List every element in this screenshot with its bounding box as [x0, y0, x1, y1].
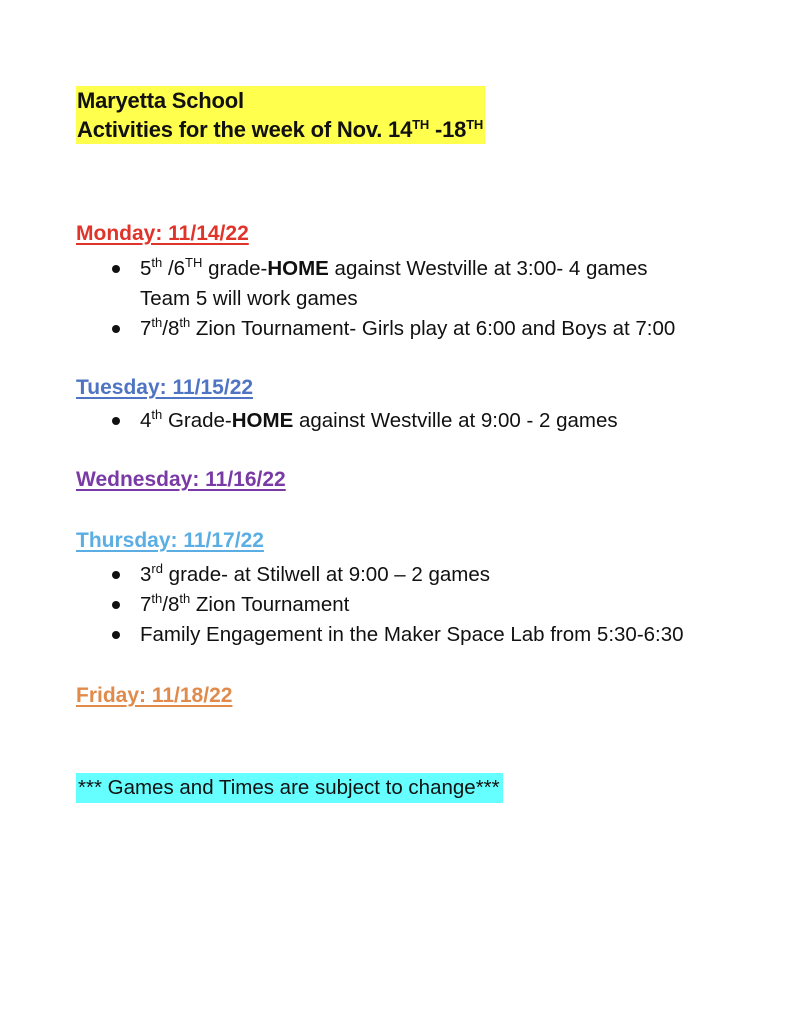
tuesday-list: [108, 406, 618, 436]
school-name: Maryetta School: [77, 88, 244, 113]
bullet-icon: [112, 601, 120, 609]
list-item: 7th/8th Zion Tournament: [108, 590, 684, 620]
bullet-icon: [112, 417, 120, 425]
thursday-list: [108, 560, 684, 650]
bullet-icon: [112, 265, 120, 273]
friday-heading: Friday: 11/18/22: [76, 684, 233, 707]
title-block: [76, 86, 485, 144]
title-highlight: [76, 86, 485, 144]
monday-heading: Monday: 11/14/22: [76, 222, 249, 245]
list-item: 4th Grade-HOME against Westville at 9:00 - 2 games: [108, 406, 618, 436]
list-item: 5th /6TH grade-HOME against Westville at 3:00- 4 games Team 5 will work games: [108, 254, 675, 314]
list-item: 7th/8th Zion Tournament- Girls play at 6:00 and Boys at 7:00: [108, 314, 675, 344]
disclaimer-note: *** Games and Times are subject to change***: [76, 773, 503, 803]
week-title: Activities for the week of Nov. 14TH -18TH: [77, 117, 484, 142]
tuesday-heading: Tuesday: 11/15/22: [76, 376, 254, 399]
thursday-heading: Thursday: 11/17/22: [76, 529, 264, 552]
bullet-icon: [112, 631, 120, 639]
list-item-line2: Team 5 will work games: [140, 287, 358, 310]
bullet-icon: [112, 325, 120, 333]
list-item: 3rd grade- at Stilwell at 9:00 – 2 games: [108, 560, 684, 590]
monday-list: [108, 254, 675, 344]
bullet-icon: [112, 571, 120, 579]
wednesday-heading: Wednesday: 11/16/22: [76, 468, 286, 491]
list-item: Family Engagement in the Maker Space Lab from 5:30-6:30: [108, 620, 684, 650]
